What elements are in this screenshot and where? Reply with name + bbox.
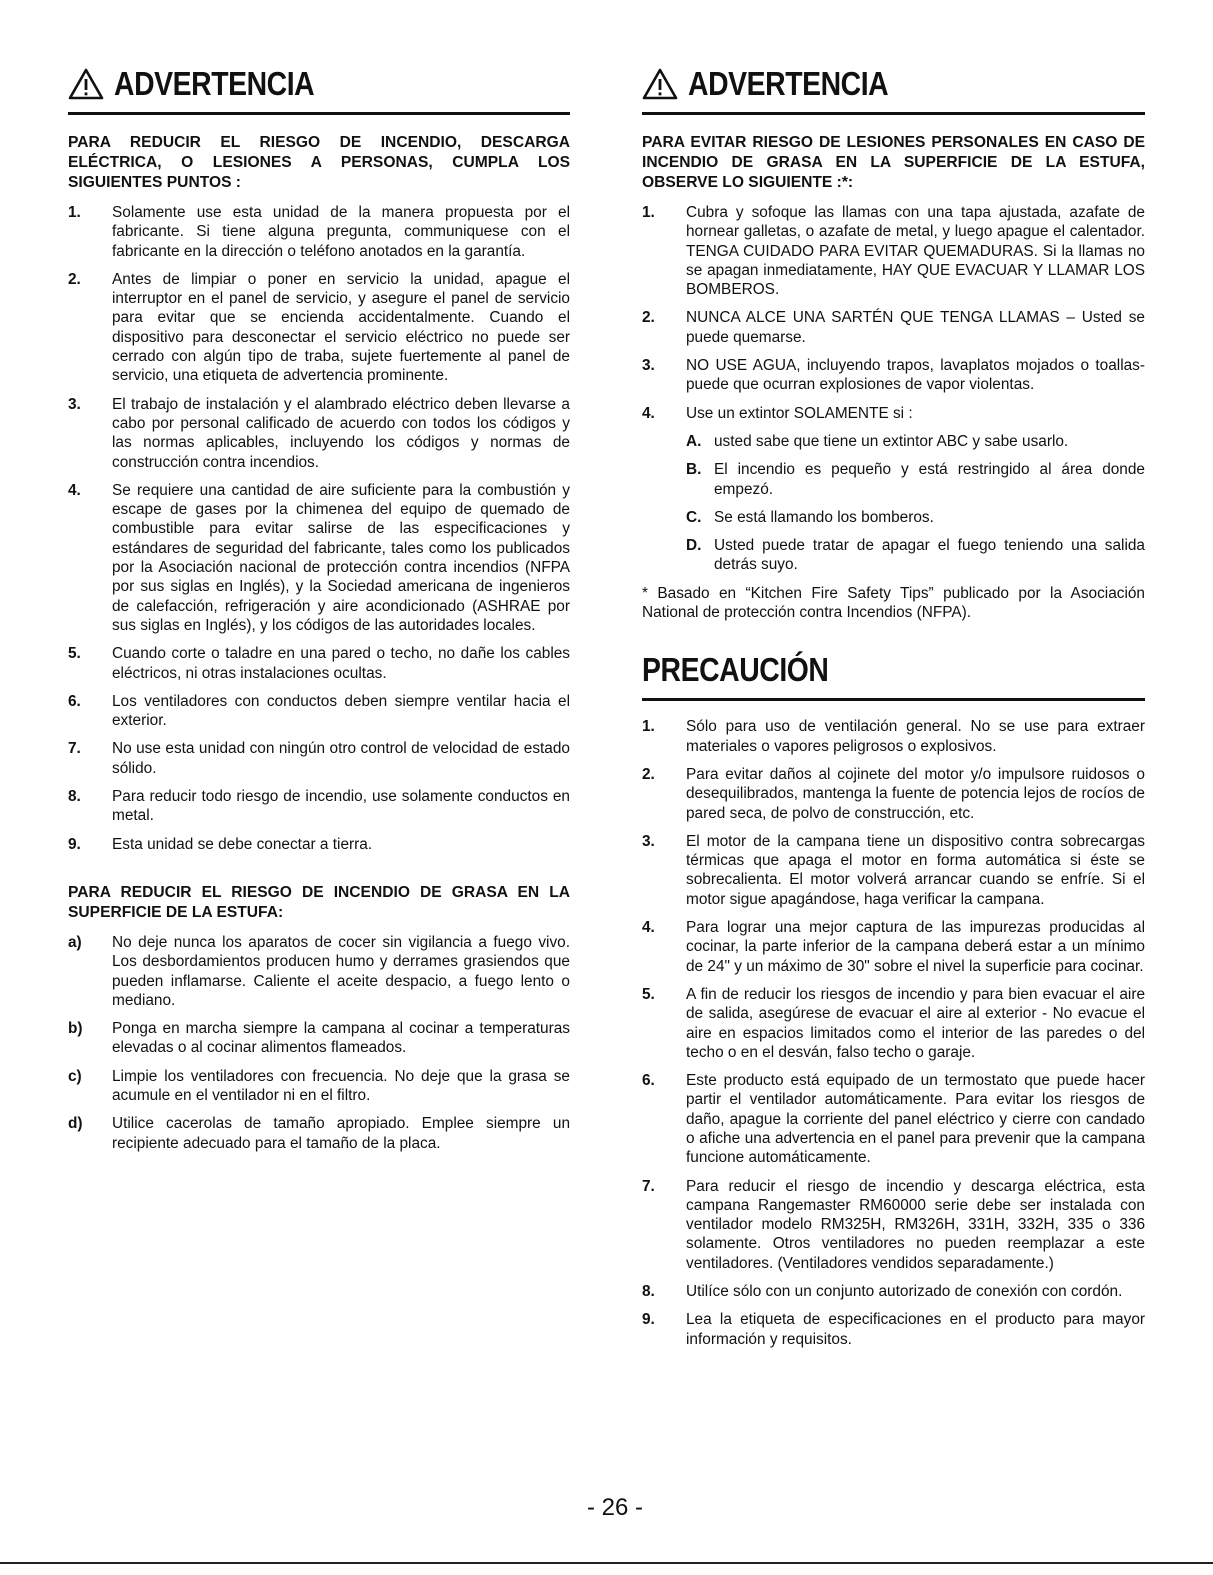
item-text: Ponga en marcha siempre la campana al cocinar a temperaturas elevadas o al cocinar alimentos flameados. — [112, 1020, 570, 1057]
item-number: 2. — [68, 270, 81, 288]
item-text: Limpie los ventiladores con frecuencia. No deje que la grasa se acumule en el ventilador ni en el filtro. — [112, 1067, 570, 1104]
warning-triangle-icon — [68, 68, 104, 100]
item-text: Los ventiladores con conductos deben siempre ventilar hacia el exterior. — [112, 692, 570, 730]
item-number: 3. — [642, 357, 655, 375]
list-item — [642, 832, 1145, 909]
item-number: 3. — [642, 832, 655, 850]
item-number: 4. — [642, 404, 655, 422]
item-text: Para reducir el riesgo de incendio y descarga eléctrica, esta campana Rangemaster RM60000 serie debe ser instalada con ventilador modelo RM325H, RM326H, 331H, 332H, 335 o 336 solamente. Otros ventiladores no pueden reemplazar a este ventiladores. (Ventiladores vendidos separadamente.) — [686, 1177, 1145, 1272]
list-item — [642, 1177, 1145, 1273]
item-number: 8. — [642, 1283, 655, 1301]
item-text: Sólo para uso de ventilación general. No se use para extraer materiales o vapores peligrosos o explosivos. — [686, 718, 1145, 755]
item-number: 2. — [642, 765, 655, 783]
item-text: Use un extintor SOLAMENTE si : — [686, 404, 913, 422]
sub-list-item — [686, 460, 1145, 499]
item-text: Para lograr una mejor captura de las impurezas producidas al cocinar, la parte inferior de la campana deberá estar a un mínimo de 24" y un máximo de 30" sobre el nivel la superficie para cocinar. — [686, 919, 1145, 975]
list-item — [642, 404, 1145, 423]
item-number: 3. — [68, 395, 81, 413]
item-number: 8. — [68, 788, 81, 806]
section-subheading: PARA REDUCIR EL RIESGO DE INCENDIO, DESCARGA ELÉCTRICA, O LESIONES A PERSONAS, CUMPLA LOS SIGUIENTES PUNTOS : — [68, 134, 570, 191]
grease-fire-subheading: PARA REDUCIR EL RIESGO DE INCENDIO DE GRASA EN LA SUPERFICIE DE LA ESTUFA: — [68, 883, 570, 921]
item-text: El motor de la campana tiene un dispositivo contra sobrecargas térmicas que apaga el motor en forma automática si éste se sobrecalienta. El motor volverá arrancar cuando se enfríe. Si el motor sigue apagándose, haga verificar la campana. — [686, 832, 1145, 908]
item-text: Cuando corte o taladre en una pared o techo, no dañe los cables eléctricos, ni otras instalaciones ocultas. — [112, 645, 570, 682]
warning-triangle-icon — [642, 68, 678, 100]
item-number: 5. — [642, 985, 655, 1003]
item-number: A. — [686, 432, 702, 450]
list-item — [642, 356, 1145, 395]
right-column — [642, 62, 1145, 1358]
warning-heading — [68, 62, 570, 115]
extinguisher-conditions-list — [686, 432, 1145, 575]
item-text: Esta unidad se debe conectar a tierra. — [112, 835, 373, 853]
item-number: 1. — [642, 204, 655, 221]
list-item — [642, 717, 1145, 756]
item-text: Utilice cacerolas de tamaño apropiado. Emplee siempre un recipiente adecuado para el tamaño de la placa. — [112, 1115, 570, 1152]
section-subheading: PARA EVITAR RIESGO DE LESIONES PERSONALES EN CASO DE INCENDIO DE GRASA EN LA SUPERFICIE DE LA ESTUFA, OBSERVE LO SIGUIENTE :*: — [642, 134, 1145, 191]
list-item — [68, 835, 570, 854]
list-item — [642, 918, 1145, 976]
item-text: Utilíce sólo con un conjunto autorizado de conexión con cordón. — [686, 1283, 1123, 1301]
item-number: B. — [686, 461, 702, 479]
item-number: d) — [68, 1115, 83, 1133]
item-text: El trabajo de instalación y el alambrado eléctrico deben llevarse a cabo por personal calificado de acuerdo con todos los códigos y las normas aplicables, incluyendo los códigos y normas de construcción contra incendios. — [112, 395, 570, 471]
list-item — [642, 203, 1145, 299]
caution-heading — [642, 648, 1145, 701]
list-item — [642, 985, 1145, 1062]
item-number: 1. — [642, 718, 655, 736]
item-number: c) — [68, 1067, 82, 1085]
item-text: A fin de reducir los riesgos de incendio y para bien evacuar el aire de salida, asegúrese de evacuar el aire al exterior - No evacue el aire en espacios limitados como el interior de las paredes o del techo o en el desván, falso techo o garaje. — [686, 985, 1145, 1061]
item-text: No deje nunca los aparatos de cocer sin vigilancia a fuego vivo. Los desbordamientos producen humo y derrames grasiendos que pueden inflamarse. Caliente el aceite despacio, a fuego lento o mediano. — [112, 933, 570, 1009]
source-footnote: * Basado en “Kitchen Fire Safety Tips” publicado por la Asociación National de protección contra Incendios (NFPA). — [642, 584, 1145, 622]
item-number: 7. — [68, 740, 81, 758]
sub-list-item — [686, 508, 1145, 527]
list-item — [68, 1067, 570, 1106]
item-number: 4. — [68, 481, 81, 499]
item-number: C. — [686, 508, 702, 526]
heading-title: ADVERTENCIA — [114, 65, 315, 102]
heading-title: ADVERTENCIA — [688, 65, 889, 102]
item-text: Para reducir todo riesgo de incendio, use solamente conductos en metal. — [112, 788, 570, 825]
item-number: 2. — [642, 309, 655, 327]
item-text: NO USE AGUA, incluyendo trapos, lavaplatos mojados o toallas- puede que ocurran explosiones de vapor violentas. — [686, 357, 1145, 394]
list-item — [68, 1114, 570, 1153]
list-item — [642, 1310, 1145, 1349]
item-text: Se está llamando los bomberos. — [714, 508, 934, 526]
item-number: D. — [686, 537, 702, 555]
item-text: NUNCA ALCE UNA SARTÉN QUE TENGA LLAMAS – Usted se puede quemarse. — [686, 309, 1145, 346]
list-item — [68, 644, 570, 683]
list-item — [68, 270, 570, 386]
list-item — [68, 481, 570, 635]
list-item — [68, 739, 570, 778]
sub-list-item — [686, 432, 1145, 451]
item-text: Este producto está equipado de un termostato que puede hacer partir el ventilador automáticamente. Para evitar los riesgos de daño, apague la corriente del panel eléctrico y cierre con candado o afiche una advertencia en el panel para prevenir que la campana funcione automáticamente. — [686, 1072, 1145, 1167]
item-number: b) — [68, 1020, 83, 1038]
item-text: Lea la etiqueta de especificaciones en el producto para mayor información y requisitos. — [686, 1311, 1145, 1348]
item-number: 9. — [642, 1311, 655, 1329]
item-text: El incendio es pequeño y está restringido al área donde empezó. — [714, 461, 1145, 498]
heading-title: PRECAUCIÓN — [642, 651, 829, 689]
left-column — [68, 62, 570, 1162]
warning-list — [68, 203, 570, 854]
item-text: Para evitar daños al cojinete del motor y/o impulsore ruidosos o desequilibrados, mantenga la fuente de potencia lejos de rocíos de pared seca, de polvo de construcción, etc. — [686, 765, 1145, 822]
item-text: usted sabe que tiene un extintor ABC y sabe usarlo. — [714, 432, 1069, 450]
warning-heading — [642, 62, 1145, 115]
list-item — [68, 692, 570, 731]
item-number: a) — [68, 933, 82, 951]
item-text: No use esta unidad con ningún otro control de velocidad de estado sólido. — [112, 740, 570, 777]
item-text: Antes de limpiar o poner en servicio la unidad, apague el interruptor en el panel de servicio, y asegure el panel de servicio para evitar que se encienda accidentalmente. Cuando el dispositivo para desconectar el servicio eléctrico no puede ser cerrado con algún tipo de traba, sujete fuertemente al panel de servicio, una etiqueta de advertencia prominente. — [112, 270, 570, 385]
item-number: 6. — [642, 1072, 655, 1090]
list-item — [68, 203, 570, 261]
item-number: 9. — [68, 835, 81, 853]
grease-fire-list — [68, 933, 570, 1153]
item-text: Usted puede tratar de apagar el fuego teniendo una salida detrás suyo. — [714, 537, 1145, 574]
item-number: 1. — [68, 204, 81, 221]
caution-list — [642, 717, 1145, 1349]
list-item — [68, 395, 570, 472]
list-item — [68, 787, 570, 826]
item-text: Se requiere una cantidad de aire suficiente para la combustión y escape de gases por la chimenea del equipo de quemado de combustible para evitar salirse de las especificaciones y estándares de seguridad del fabricante, tales como los publicados por la Asociación nacional de protección contra incendios (NFPA por sus siglas en Inglés), y la Sociedad americana de ingenieros de calefacción, refrigeración y aire acondicionado (ASHRAE por sus siglas en Inglés), y los códigos de las autoridades locales. — [112, 481, 570, 634]
item-number: 7. — [642, 1177, 655, 1195]
item-number: 4. — [642, 919, 655, 937]
item-text: Cubra y sofoque las llamas con una tapa ajustada, azafate de hornear galletas, o azafate de metal, y luego apague el calentador. TENGA CUIDADO PARA EVITAR QUEMADURAS. Si la llamas no se apagan inmediatamente, HAY QUE EVACUAR Y LLAMAR LOS BOMBEROS. — [686, 204, 1145, 299]
grease-fire-steps-list — [642, 203, 1145, 423]
list-item — [68, 1019, 570, 1058]
bottom-rule — [0, 1562, 1213, 1564]
item-number: 6. — [68, 692, 81, 710]
list-item — [68, 933, 570, 1010]
item-number: 5. — [68, 645, 81, 663]
item-text: Solamente use esta unidad de la manera propuesta por el fabricante. Si tiene alguna pregunta, communiquese con el fabricante en la dirección o teléfono anotados en la garantía. — [112, 204, 570, 260]
list-item — [642, 308, 1145, 347]
sub-list-item — [686, 536, 1145, 575]
page-number: - 26 - — [586, 1494, 643, 1521]
list-item — [642, 1071, 1145, 1167]
list-item — [642, 1282, 1145, 1301]
list-item — [642, 765, 1145, 823]
